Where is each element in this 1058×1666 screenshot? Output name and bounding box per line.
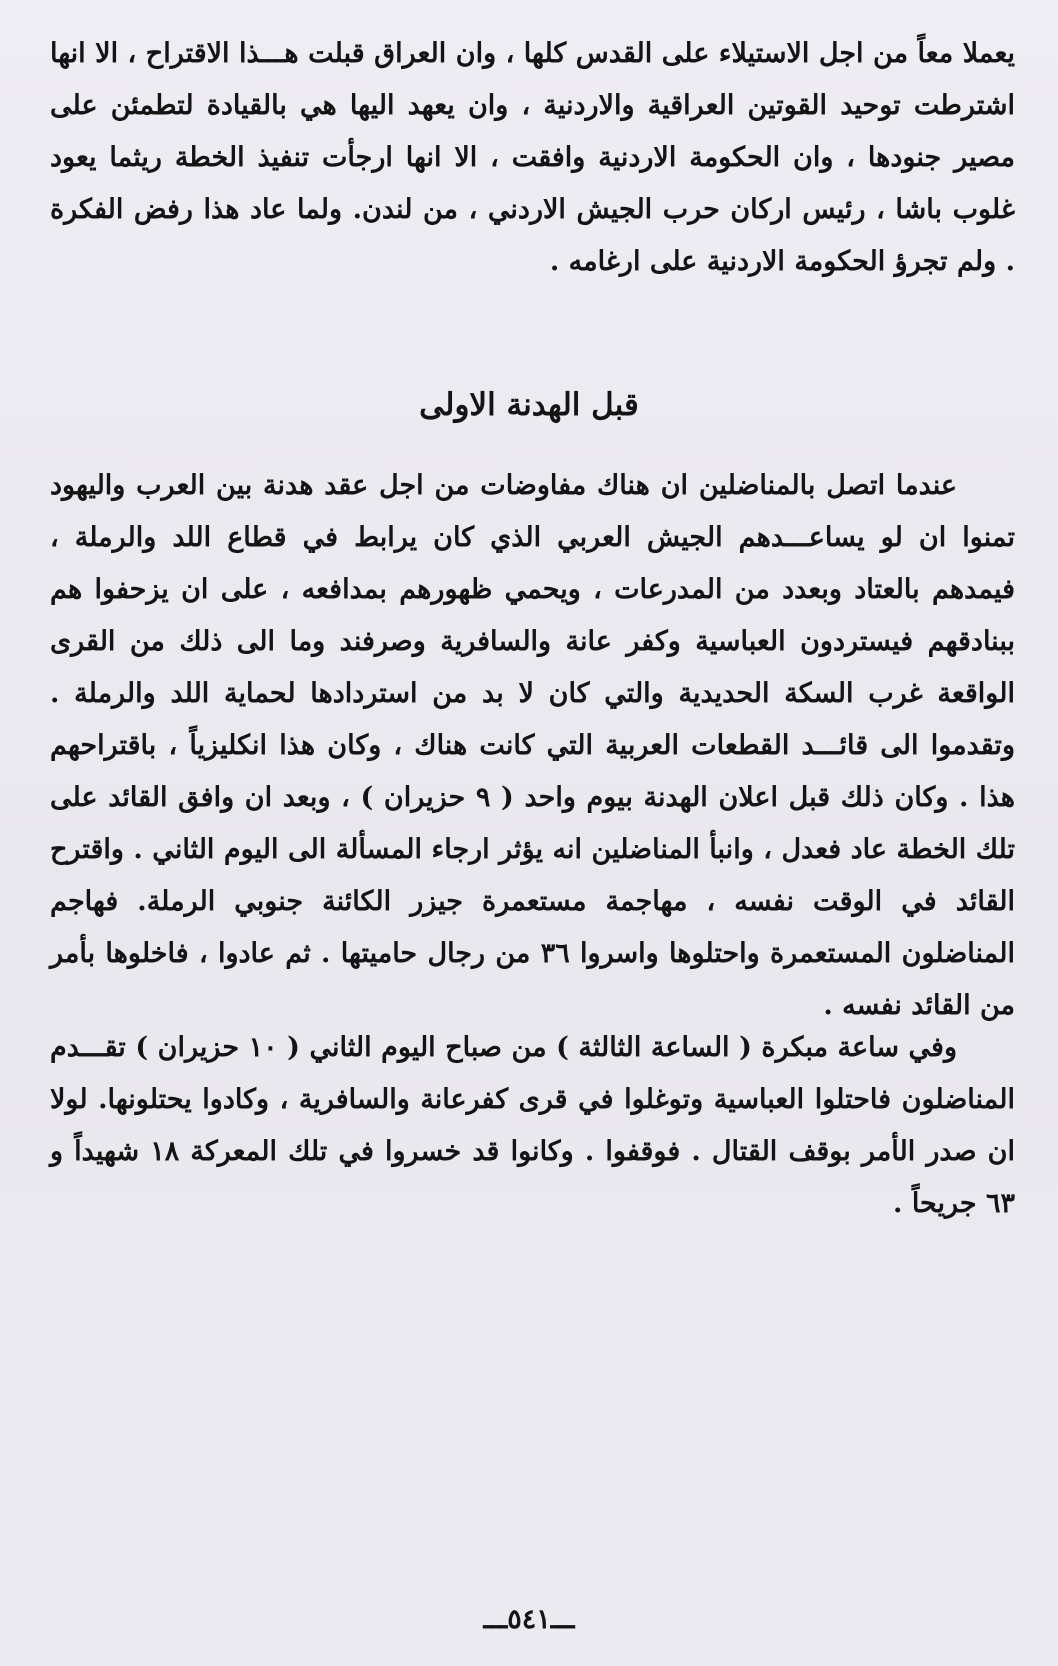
paragraph-2: عندما اتصل بالمناضلين ان هناك مفاوضات من اجل عقد هدنة بين العرب واليهود تمنوا ان لو يساعـــدهم الجيش العربي الذي كان يرابط في قطاع اللد والرملة ، فيمدهم بالعتاد وبعدد من المدرعات ، ويحمي ظهورهم بمدافعه ، على ان يزحفوا هم ببنادقهم فيستردون العباسية وكفر عانة والسافرية وصرفند وما الى ذلك من القرى الواقعة غرب السكة الحديدية والتي كان لا بد من استردادها لحماية اللد والرملة . وتقدموا الى قائـــد القطعات العربية التي كانت هناك ، وكان هذا انكليزياً ، باقتراحهم هذا . وكان ذلك قبل اعلان الهدنة بيوم واحد ( ٩ حزيران ) ، وبعد ان وافق القائد على تلك الخطة عاد فعدل ، وانبأ المناضلين انه يؤثر ارجاء المسألة الى اليوم الثاني . واقترح القائد في الوقت نفسه ، مهاجمة مستعمرة جيزر الكائنة جنوبي الرملة. فهاجم المناضلون المستعمرة واحتلوها واسروا ٣٦ من رجال حاميتها . ثم عادوا ، فاخلوها بأمر من القائد نفسه . — [50, 470, 1016, 1021]
paragraph-3: وفي ساعة مبكرة ( الساعة الثالثة ) من صباح اليوم الثاني ( ١٠ حزيران ) تقـــدم المناضلون فاحتلوا العباسية وتوغلوا في قرى كفرعانة والسافرية ، وكادوا يحتلونها. لولا ان صدر الأمر بوقف القتال . فوقفوا . وكانوا قد خسروا في تلك المعركة ١٨ شهيداً و ٦٣ جريحاً . — [50, 1032, 1015, 1219]
page-number: ـــ٥٤١ـــ — [483, 1604, 575, 1635]
section-heading: قبل الهدنة الاولى — [419, 387, 639, 423]
paragraph-1: يعملا معاً من اجل الاستيلاء على القدس كلها ، وان العراق قبلت هـــذا الاقتراح ، الا انها اشترطت توحيد القوتين العراقية والاردنية ، وان يعهد اليها هي بالقيادة لتطمئن على مصير جنودها ، وان الحكومة الاردنية وافقت ، الا انها ارجأت تنفيذ الخطة ريثما يعود غلوب باشا ، رئيس اركان حرب الجيش الاردني ، من لندن. ولما عاد هذا رفض الفكرة . ولم تجرؤ الحكومة الاردنية على ارغامه . — [50, 38, 1015, 277]
